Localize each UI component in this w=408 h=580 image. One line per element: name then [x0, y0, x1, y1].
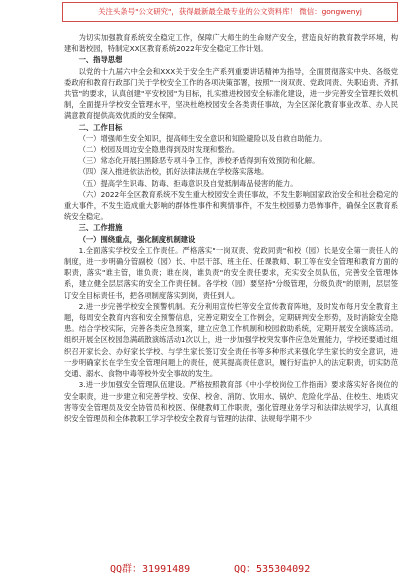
paragraph: 1.全面落实学校安全工作责任。严格落实"一岗双责、党政同责"和校（园）长是安全第一责任人的制度，进一步明确分管副校（园）长、中层干部、班主任、任课教师、职工等在安全管理和教育方面的职责，落实"谁主管，谁负责；谁在岗，谁负责"的安全责任要求，充实安全员队伍，完善安全管理体系，建立健全层层落实的安全工作责任制。各学校（园）要坚持"分级管理，分级负责"的原则，层层签订安全目标责任书，把各项制度落实到岗，责任到人。 [64, 245, 398, 300]
document-body [64, 32, 398, 424]
paragraph: 3.进一步加强安全管理队伍建设。严格按照教育部《中小学校岗位工作指南》要求落实好各岗位的安全职责，进一步建立和完善学校、安保、校舍、消防、饮用水、锅炉、危险化学品、住校生、地质灾害等安全管理员及安全协管员和校医、保健教师工作职责，强化管理业务学习和法律法规学习，认真组织安全管理员和全体教职工学习学校安全教育与管理的法律、法规每学期不少 [64, 380, 398, 423]
footer-contact [0, 560, 408, 576]
goal-item: （四）深入推进依法治校，抓好法律法规在学校落实落地。 [78, 167, 269, 177]
section-heading: 三、工作措施 [78, 223, 123, 233]
goal-item: （二）校园及周边安全隐患得到及时发现和整治。 [78, 145, 240, 155]
intro-paragraph: 为切实加强教育系统安全稳定工作，保障广大师生的生命财产安全，营造良好的教育教学环境，构建和谐校园，特制定XX区教育系统2022年安全稳定工作计划。 [64, 33, 398, 54]
section-heading: 一、指导思想 [78, 55, 123, 65]
subsection-heading: （一）围绕重点，强化制度机制建设 [78, 234, 196, 244]
goal-item: （六）2022年全区教育系统不发生重大校园安全责任事故，不发生影响国家政治安全和社会稳定的重大事件，不发生造成重大影响的群体性事件和舆情事件，不发生校园暴力恐怖事件，确保全区教育系统安全稳定。 [64, 189, 398, 222]
section-heading: 二、工作目标 [78, 122, 123, 132]
banner-text: 关注头条号"公文研究"，获得最新最全最专业的公文资料库！ 微信：gongwenyj [98, 7, 362, 16]
goal-item: （三）常态化开展扫黑除恶专项斗争工作，涉校矛盾得到有效预防和化解。 [78, 156, 320, 166]
qq-group: QQ群：31991489 [110, 564, 191, 575]
goal-item: （五）提高学生识毒、防毒、拒毒意识及自觉抵制毒品侵害的能力。 [78, 178, 298, 188]
qq-number: QQ：535304092 [234, 564, 311, 575]
goal-item: （一）增强师生安全知识，提高师生安全意识和知险避险以及自救自助能力。 [78, 133, 327, 143]
paragraph: 2.进一步完善学校安全预警机制。充分利用宣传栏等安全宣传教育阵地，及时发布每月安全教育主题，每周安全教育内容和安全预警信息，完善定期安全工作例会，定期研判安全形势，及时消除安全隐患。结合学校实际，完善各类应急预案，建立应急工作机制和校园救助系统，定期开展安全演练活动。组织开展全区校园急满疏散演练活动1次以上，进一步加强学校突发事件应急处置能力，学校还要通过组织召开家长会、办好家长学校、与学生家长签订安全责任书等多种形式来强化学生家长的安全意识，进一步明确家长在学生安全管理问题上的责任，使其提高责任意识，履行好监护人的法定职责，切实防范交通、溺水、食物中毒等校外安全事故的发生。 [64, 301, 398, 379]
paragraph: 以党的十九届六中全会和XXX关于安全生产系列重要讲话精神为指导，全面贯彻落实中央、各级党委政府和教育行政部门关于学校安全工作的各项决策部署，按照"一岗双责、党政同责、失职追责、齐抓共管"的要求，认真创建"平安校园"为目标，扎实推进校园安全标准化建设，进一步完善安全管理长效机制，全面提升学校安全管理水平，坚决杜绝校园安全各类责任事故，为全区深化教育事业改革、办人民满意教育提供高效优质的安全保障。 [64, 66, 398, 121]
promo-banner [62, 2, 398, 22]
